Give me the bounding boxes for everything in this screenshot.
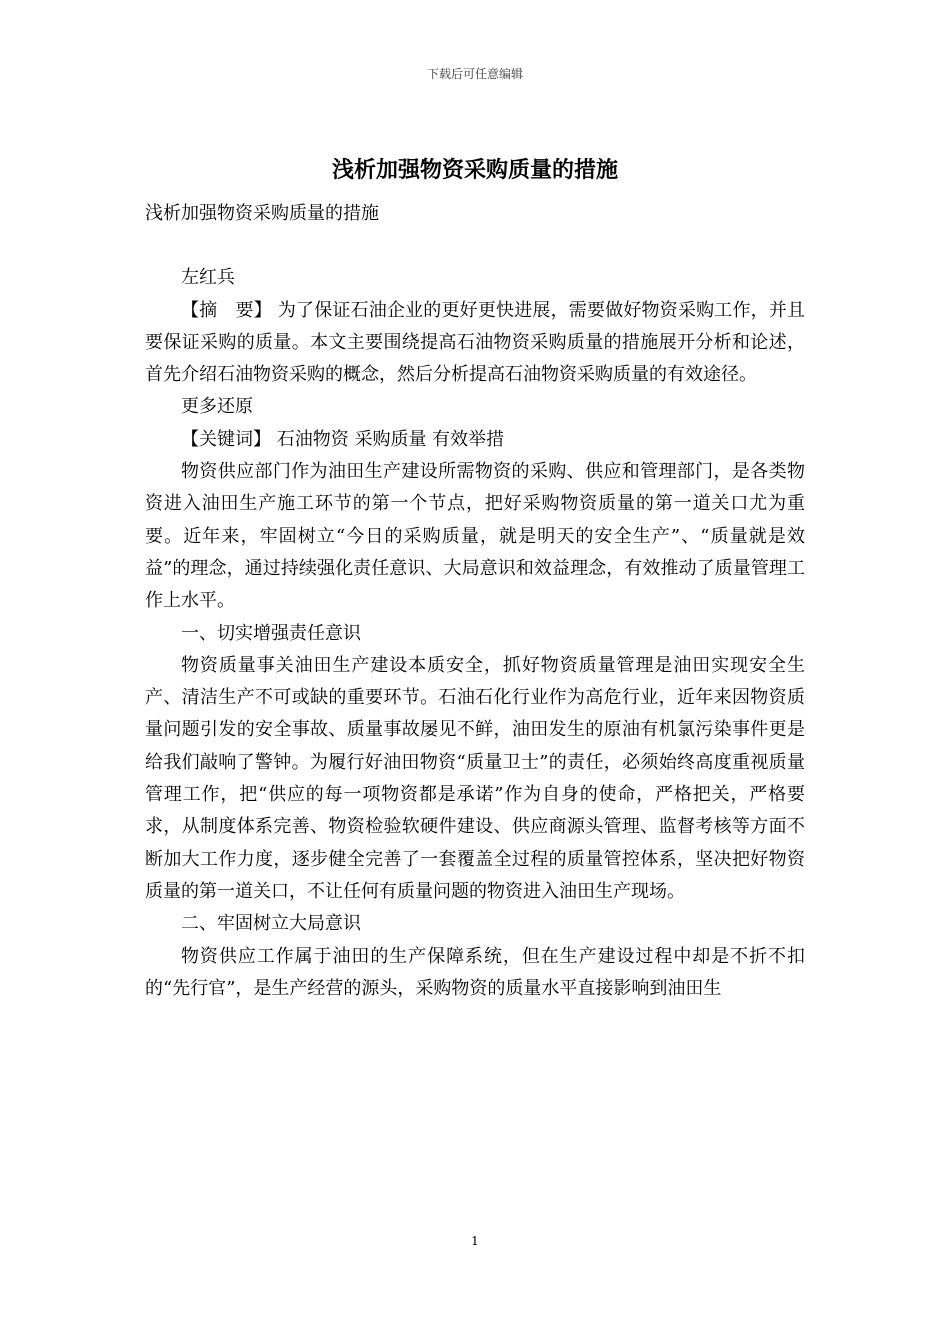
document-title: 浅析加强物资采购质量的措施 (331, 157, 618, 183)
section-heading-1: 一、切实增强责任意识 (181, 622, 361, 644)
page-number: 1 (471, 1234, 479, 1248)
section-heading-2: 二、牢固树立大局意识 (181, 913, 361, 935)
abstract-paragraph: 【摘 要】 为了保证石油企业的更好更快进展，需要做好物资采购工作，并且要保证采购的质量。本文主要围绕提高石油物资采购质量的措施展开分析和论述，首先介绍石油物资采购的概念，然后分析提高石油物资采购质量的有效途径。 (145, 299, 805, 386)
page-header: 下载后可任意编辑 (426, 67, 523, 81)
section-1-paragraph: 物资质量事关油田生产建设本质安全，抓好物资质量管理是油田实现安全生产、清洁生产不可或缺的重要环节。石油石化行业作为高危行业，近年来因物资质量问题引发的安全事故、质量事故屡见不鲜，油田发生的原油有机氯污染事件更是给我们敲响了警钟。为履行好油田物资“质量卫士”的责任，必须始终高度重视质量管理工作，把“供应的每一项物资都是承诺”作为自身的使命，严格把关，严格要求，从制度体系完善、物资检验软硬件建设、供应商源头管理、监督考核等方面不断加大工作力度，逐步健全完善了一套覆盖全过程的质量管控体系，坚决把好物资质量的第一道关口，不让任何有质量问题的物资进入油田生产现场。 (145, 654, 805, 902)
blank-line (145, 230, 805, 262)
subtitle-line: 浅析加强物资采购质量的措施 (145, 203, 379, 224)
more-restore-line: 更多还原 (181, 396, 253, 418)
document-body (145, 198, 805, 1005)
author-line: 左红兵 (181, 267, 235, 289)
keywords-line: 【关键词】 石油物资 采购质量 有效举措 (181, 428, 505, 450)
section-2-paragraph: 物资供应工作属于油田的生产保障系统，但在生产建设过程中却是不折不扣的“先行官”，是生产经营的源头，采购物资的质量水平直接影响到油田生 (145, 945, 805, 999)
intro-paragraph: 物资供应部门作为油田生产建设所需物资的采购、供应和管理部门，是各类物资进入油田生产施工环节的第一个节点，把好采购物资质量的第一道关口尤为重要。近年来，牢固树立“今日的采购质量，就是明天的安全生产”、“质量就是效益”的理念，通过持续强化责任意识、大局意识和效益理念，有效推动了质量管理工作上水平。 (145, 461, 805, 612)
